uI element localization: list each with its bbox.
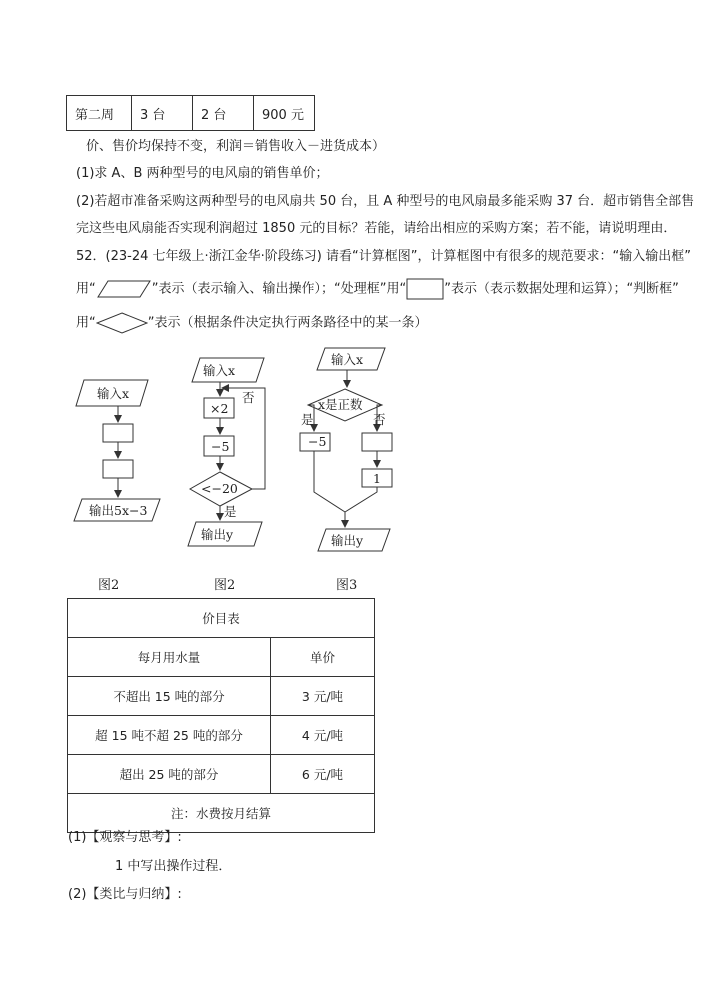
price-table <box>67 598 375 833</box>
figure-caption: 图2 <box>214 578 236 593</box>
process-box <box>103 460 133 478</box>
fig2-no-label: 否 <box>242 390 255 405</box>
table-cell: 3 元/吨 <box>271 677 375 716</box>
process-box <box>103 424 133 442</box>
fig3-output-label: 输出y <box>331 533 364 548</box>
table-row <box>68 794 375 833</box>
table-cell: 3 台 <box>132 96 193 131</box>
table-title: 价目表 <box>68 599 375 638</box>
table-note: 注：水费按月结算 <box>68 794 375 833</box>
table-row <box>68 638 375 677</box>
fig3-no-label: 否 <box>373 412 386 427</box>
table-cell: 6 元/吨 <box>271 755 375 794</box>
section-observe: (1)【观察与思考】: <box>68 830 182 845</box>
shape-description-line-1 <box>76 278 679 301</box>
instruction-line: 1 中写出操作过程． <box>115 859 232 874</box>
fig2-input-label: 输入x <box>203 363 236 378</box>
diamond-icon <box>96 312 148 334</box>
text-segment: 用“ <box>76 281 96 297</box>
text-segment: ”表示（根据条件决定执行两条路径中的某一条） <box>147 315 428 331</box>
flowcharts <box>0 340 720 570</box>
rectangle-icon <box>406 278 444 300</box>
fig3-yes-label: 是 <box>301 412 314 427</box>
table-cell: 4 元/吨 <box>271 716 375 755</box>
figure-caption: 图3 <box>336 578 358 593</box>
fig3-right-box: 1 <box>373 471 381 486</box>
text-segment: ”表示（表示数据处理和运算）；“判断框” <box>444 281 679 297</box>
text-segment: ”表示（表示输入、输出操作）；“处理框”用“ <box>151 281 407 297</box>
fig3-left-box: −5 <box>308 434 327 449</box>
fig2-step2: −5 <box>211 439 230 454</box>
text-segment: 用“ <box>76 315 96 331</box>
fig2-output-label: 输出y <box>201 527 234 542</box>
fig2-step1: ×2 <box>210 401 229 416</box>
process-box <box>362 433 392 451</box>
table-row <box>68 755 375 794</box>
fig3-input-label: 输入x <box>331 352 364 367</box>
fig3-condition: x是正数 <box>318 397 363 412</box>
table-cell: 超出 25 吨的部分 <box>68 755 271 794</box>
table-cell: 第二周 <box>67 96 132 131</box>
flowchart-3 <box>300 348 392 551</box>
table-row <box>68 716 375 755</box>
shape-description-line-2 <box>76 312 428 335</box>
fig2-yes-label: 是 <box>224 504 237 519</box>
figure-caption: 图2 <box>98 578 120 593</box>
table-header: 单价 <box>271 638 375 677</box>
table-cell: 不超出 15 吨的部分 <box>68 677 271 716</box>
note-line: 价、售价均保持不变，利润＝销售收入－进货成本） <box>86 139 386 154</box>
table-row <box>67 96 315 131</box>
table-cell: 900 元 <box>254 96 315 131</box>
flowchart-1 <box>74 380 160 521</box>
table-cell: 超 15 吨不超 25 吨的部分 <box>68 716 271 755</box>
table-row <box>68 677 375 716</box>
table-row <box>68 599 375 638</box>
question-1: (1)求 A、B 两种型号的电风扇的销售单价； <box>76 166 329 181</box>
section-analogy: (2)【类比与归纳】: <box>68 887 182 902</box>
sales-table <box>66 95 315 131</box>
parallelogram-icon <box>96 279 152 299</box>
table-cell: 2 台 <box>193 96 254 131</box>
fig1-input-label: 输入x <box>97 386 130 401</box>
fig1-output-label: 输出5x−3 <box>89 503 148 518</box>
fig2-condition: <−20 <box>201 481 238 496</box>
table-header: 每月用水量 <box>68 638 271 677</box>
question-2-line-1: (2)若超市准备采购这两种型号的电风扇共 50 台，且 A 种型号的电风扇最多能采购 37 台．超市销售全部售 <box>76 194 695 209</box>
problem-52-intro: 52．(23-24 七年级上·浙江金华·阶段练习) 请看“计算框图”，计算框图中有很多的规范要求：“输入输出框” <box>76 249 691 264</box>
question-2-line-2: 完这些电风扇能否实现利润超过 1850 元的目标？若能，请给出相应的采购方案；若不能，请说明理由． <box>76 221 677 236</box>
